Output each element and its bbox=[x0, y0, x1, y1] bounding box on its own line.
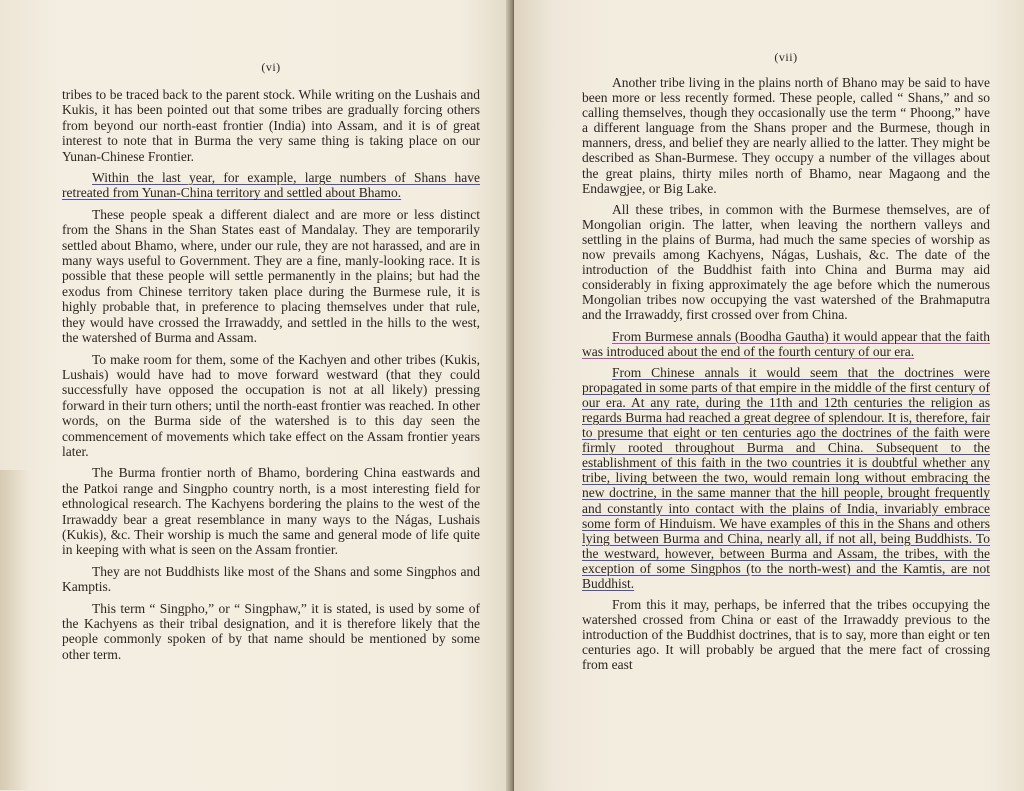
paragraph: From this it may, perhaps, be inferred that the tribes occupying the watershed crossed from China or east of the Irrawaddy previous to the introduction of the Buddhist doctrines, that is to say, more than eight or ten centuries ago. It will probably be argued that the mere fact of crossing from east bbox=[582, 597, 990, 673]
paragraph: To make room for them, some of the Kachyen and other tribes (Kukis, Lushais) would have had to move forward westward (that they could successfully have opposed the occupation is not at all likely) pressing forward in their turn others; until the north-east frontier was reached. In other words, on the Burma side of the watershed is to this day seen the commencement of movements which take effect on the Assam frontier years later. bbox=[62, 351, 480, 459]
paragraph-underlined: From Chinese annals it would seem that the doctrines were propagated in some parts of that empire in the middle of the first century of our era. At any rate, during the 11th and 12th centuries the religion as regards Burma had reached a great degree of splendour. It is, therefore, fair to presume that eight or ten centuries ago the doctrines of the faith were firmly rooted throughout Burma and China. Subsequent to the establishment of this faith in the two countries it is doubtful whether any tribe, living between the two, would remain long without embracing the new doctrine, in the same manner that the hill people, brought frequently and constantly into contact with the plains of India, invariably embrace some form of Hinduism. We have examples of this in the Shans and others lying between Burma and China, nearly all, if not all, being Buddhists. To the westward, however, between Burma and Assam, the tribes, with the exception of some Singphos (to the north-west) and the Kamtis, are not Buddhist. bbox=[582, 364, 990, 591]
page-number-right: (vii) bbox=[774, 50, 798, 64]
paragraph: All these tribes, in common with the Burmese themselves, are of Mongolian origin. The latter, when leaving the northern valleys and settling in the plains of Burma, had much the same species of worship as now prevails among Kachyens, Nágas, Lushais, &c. The date of the introduction of the Buddhist faith into China and Burma may aid considerably in fixing approximately the age before which the numerous Mongolian tribes now occupying the vast watershed of the Brahmaputra and the Irrawaddy, first crossed over from China. bbox=[582, 201, 990, 323]
paragraph: Another tribe living in the plains north of Bhano may be said to have been more or less recently formed. These people, called “ Shans,” and so calling themselves, though they occasionally use the term “ Phoong,” have a different language from the Shans proper and the Burmese, though in manners, dress, and belief they are nearly allied to the latter. They might be described as Shan-Burmese. They occupy a number of the villages about the great plains, thirty miles north of Bhamo, near Magaong and the Endawgjee, or Big Lake. bbox=[582, 75, 990, 196]
page-stain bbox=[0, 470, 30, 790]
paragraph: tribes to be traced back to the parent stock. While writing on the Lushais and Kukis, it has been pointed out that some tribes are gradually forcing others from beyond our north-east frontier (India) into Assam, and it is of great interest to note that in Burma the very same thing is taking place on our Yunan-Chinese Frontier. bbox=[62, 87, 480, 164]
paragraph: They are not Buddhists like most of the Shans and some Singphos and Kamptis. bbox=[62, 563, 480, 595]
right-page bbox=[514, 0, 1024, 791]
paragraph: These people speak a different dialect and are more or less distinct from the Shans in the Shan States east of Mandalay. They are temporarily settled about Bhamo, where, under our rule, they are not harassed, and are in many ways useful to Government. They are a fine, manly-looking race. It is possible that these people will settle permanently in the plains; but had the exodus from Chinese territory taken place during the Burmese rule, it is highly probable that, in preference to placing themselves under that rule, they would have crossed the Irrawaddy, and settled in the hills to the west, the watershed of Burma and Assam. bbox=[62, 206, 480, 346]
paragraph: The Burma frontier north of Bhamo, bordering China eastwards and the Patkoi range and Singpho country north, is a most interesting field for ethnological research. The Kachyens bordering the plains to the west of the Irrawaddy bear a great resemblance in many ways to the Nágas, Lushais (Kukis), &c. Their worship is much the same and general mode of life quite in keeping with what is seen on the Assam frontier. bbox=[62, 465, 480, 558]
paragraph: This term “ Singpho,” or “ Singphaw,” it is stated, is used by some of the Kachyens as their tribal designation, and it is therefore likely that the people commonly spoken of by that name should be mentioned by some other term. bbox=[62, 600, 480, 662]
page-number-left: (vi) bbox=[261, 60, 281, 74]
paragraph-underlined: Within the last year, for example, large numbers of Shans have retreated from Yunan-China territory and settled about Bhamo. bbox=[62, 170, 480, 201]
paragraph-underlined: From Burmese annals (Boodha Gautha) it would appear that the faith was introduced about the end of the fourth century of our era. bbox=[582, 328, 990, 359]
